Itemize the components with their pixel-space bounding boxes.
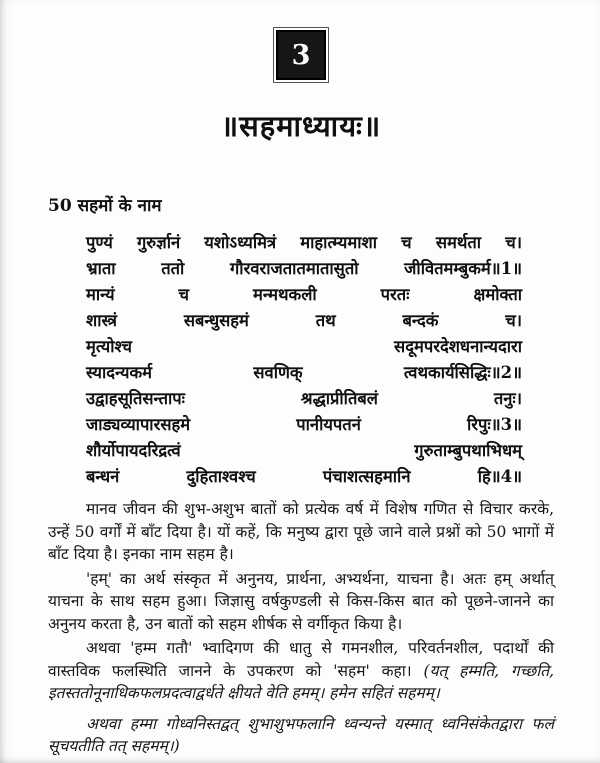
paragraph-text: अथवा 'हम्म गतौ' भ्वादिगण की धातु से गमनशील, परिवर्तनशील, पदार्थों की वास्तविक फलस्थिति जानने के उपकरण को 'सहम' कहा। xyxy=(48,639,554,680)
verse-line-9: शौर्योपायदरिद्रत्वं गुरुताम्बुपथाभिधम् xyxy=(86,441,522,460)
verse-line-6: स्यादन्यकर्म सवणिक् त्वथकार्यसिद्धिः॥2॥ xyxy=(86,363,522,382)
verse-line-7: उद्वाहसूतिसन्तापः श्रद्धाप्रीतिबलं तनुः। xyxy=(86,389,522,408)
paragraph-text-italic: (यत् हम्मति, गच्छति, इतस्ततोनूनाधिकफलप्रदत्वाद्वर्धते क्षीयते वेति हमम्। हमेन सहितं सहमम्। xyxy=(48,661,554,702)
verse-line-1: पुण्यं गुरुर्ज्ञानं यशोऽध्यमित्रं माहात्म्यमाशा च समर्थता च। xyxy=(86,233,522,252)
verse-block xyxy=(86,230,522,490)
verse-line-5: मृत्योश्च सदूमपरदेशधनान्यदारा xyxy=(86,337,522,356)
verse-line-10: बन्धनं दुहिताश्वश्च पंचाशत्सहमानि हि॥4॥ xyxy=(86,467,522,486)
verse-line-8: जाड्यव्यापारसहमे पानीयपतनं रिपुः॥3॥ xyxy=(86,415,522,434)
paragraph-2 xyxy=(48,568,554,636)
chapter-number: 3 xyxy=(291,39,311,71)
chapter-title: ॥सहमाध्यायः॥ xyxy=(220,109,382,143)
paragraph-text: मानव जीवन की शुभ-अशुभ बातों को प्रत्येक वर्ष में विशेष गणित से विचार करके, उन्हें 50 वर्गों में बाँट दिया है। यों कहें, कि मनुष्य द्वारा पूछे जाने वाले प्रश्नों को 50 भागों में बाँट दिया है। इनका नाम सहम है। xyxy=(48,500,554,563)
paragraph-4 xyxy=(48,713,554,758)
verse-line-2: भ्राता ततो गौरवराजतातमातासुतो जीवितमम्बुकर्म॥1॥ xyxy=(86,259,522,278)
paragraph-3 xyxy=(48,637,554,705)
paragraph-1 xyxy=(48,498,554,566)
section-heading: 50 सहमों के नाम xyxy=(48,196,162,216)
paragraph-text-italic: अथवा हम्मा गोध्वनिस्तद्वत् शुभाशुभफलानि ध्वन्यन्ते यस्मात् ध्वनिसंकेतद्वारा फलं सूचयतीति तत् सहमम्।) xyxy=(48,714,554,755)
verse-line-3: मान्यं च मन्मथकली परतः क्षमोक्ता xyxy=(86,285,522,304)
verse-line-4: शास्त्रं सबन्धुसहमं तथ बन्दकं च। xyxy=(86,311,522,330)
paragraph-text: 'हम्' का अर्थ संस्कृत में अनुनय, प्रार्थना, अभ्यर्थना, याचना है। अतः हम् अर्थात् याचना के साथ सहम हुआ। जिज्ञासु वर्षकुण्डली से किस-किस बात को पूछने-जानने का अनुनय करता है, उन बातों को सहम शीर्षक से वर्गीकृत किया है। xyxy=(48,569,554,633)
prose-block xyxy=(48,498,554,758)
chapter-number-box xyxy=(276,30,326,80)
